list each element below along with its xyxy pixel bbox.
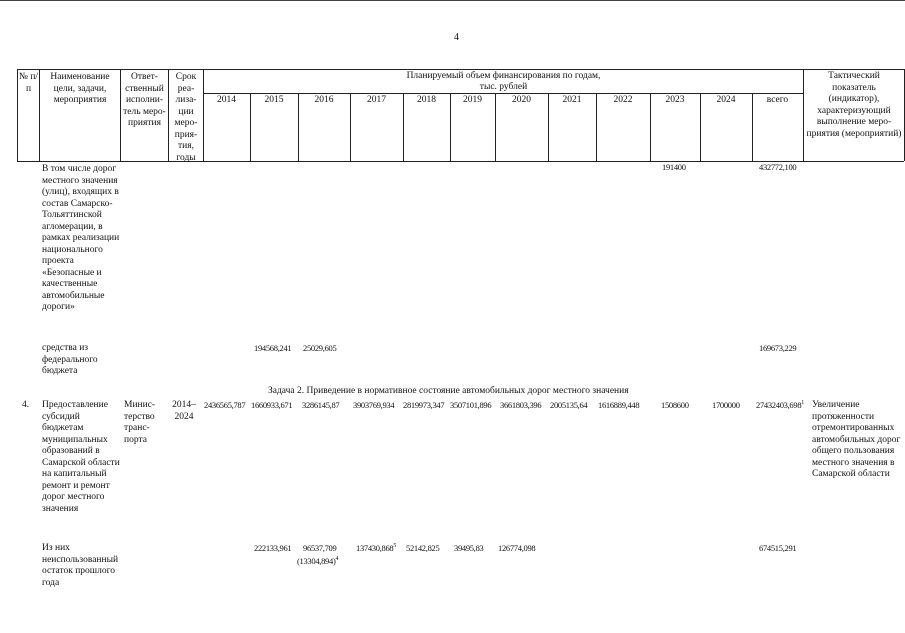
- header-num: № п/п: [18, 72, 39, 94]
- row3-total: 27432403,698$^1$: [756, 399, 804, 410]
- row4-2016-adjustment: $(13304,894)^4$: [297, 555, 339, 566]
- year-2020: 2020: [512, 95, 531, 105]
- row3-2014: 2436565,787: [204, 400, 246, 410]
- row2-name: средства из федерального бюджета: [42, 343, 98, 376]
- top-border: [0, 0, 905, 1]
- page-number: 4: [454, 32, 459, 43]
- row3-2021: 2005135,64: [550, 400, 588, 410]
- header-term: Срок реа-лиза-ции меро-прия-тия, годы: [174, 72, 198, 163]
- row4-2017-footnote: 5: [393, 543, 397, 549]
- row2-total: 169673,229: [759, 343, 797, 353]
- header-name: Наименование цели, задачи, мероприятия: [50, 72, 110, 105]
- row3-2015: 1660933,671: [251, 400, 293, 410]
- row3-name: Предоставление субсидий бюджетам муниципальных образований в Самарской области на капитальный ремонт и ремонт дорог местного значения: [42, 400, 120, 514]
- year-2016: 2016: [314, 95, 334, 105]
- row4-2016: 96537,709: [303, 543, 337, 553]
- header-indicator: Тактический показатель (индикатор), характеризующий выполнение меро-приятия (мероприятий): [806, 71, 902, 139]
- row3-indicator: Увеличение протяженности отремонтированных автомобильных дорог общего пользования местного значения в Самарской области: [812, 400, 901, 479]
- year-2021: 2021: [562, 95, 582, 105]
- year-total: всего: [766, 95, 789, 105]
- row3-2016: 3286145,87: [302, 400, 340, 410]
- year-2014: 2014: [217, 95, 236, 105]
- year-2017: 2017: [367, 95, 386, 105]
- year-2015: 2015: [264, 95, 284, 105]
- year-2024: 2024: [716, 95, 736, 105]
- year-2018: 2018: [417, 95, 436, 105]
- header-funding-unit: тыс. рублей: [479, 82, 528, 92]
- row3-total-footnote: 1: [801, 400, 804, 406]
- header-responsible: Ответ-ственный исполни-тель меро-приятия: [123, 72, 166, 128]
- row3-2017: 3903769,934: [353, 400, 395, 410]
- row4-total: 674515,291: [759, 543, 797, 553]
- row3-term: 2014–2024: [172, 400, 196, 422]
- row1-name: В том числе дорог местного значения (улиц), входящих в состав Самарско-Тольяттинской агломерации, в рамках реализации национального проекта «Безопасные и качественные автомобильные дороги»: [42, 164, 120, 312]
- row1-2023: 191400: [662, 162, 686, 172]
- row4-2018: 52142,825: [406, 543, 440, 553]
- row4-2016-footnote: 4: [335, 556, 339, 562]
- row2-2016: 25029,605: [303, 343, 337, 353]
- row3-2020: 3661803,396: [500, 400, 542, 410]
- row3-num: 4.: [22, 400, 30, 410]
- row3-2018: 2819973,347: [403, 400, 445, 410]
- row4-2020: 126774,098: [498, 543, 536, 553]
- header-funding-title: Планируемый объем финансирования по годам,: [406, 71, 601, 81]
- row4-name: Из них неиспользованный остаток прошлого года: [42, 543, 119, 588]
- row3-2022: 1616889,448: [598, 400, 640, 410]
- row1-total: 432772,100: [759, 162, 797, 172]
- year-2019: 2019: [463, 95, 482, 105]
- year-2023: 2023: [665, 95, 685, 105]
- row4-2019: 39495,83: [454, 543, 484, 553]
- task-2-heading: Задача 2. Приведение в нормативное состояние автомобильных дорог местного значения: [268, 386, 629, 396]
- row3-2019: 3507101,896: [450, 400, 492, 410]
- row3-responsible: Минис-терство транс-порта: [124, 400, 156, 445]
- year-2022: 2022: [613, 95, 633, 105]
- row3-2024: 1700000: [712, 400, 740, 410]
- row3-2023: 1508600: [661, 400, 689, 410]
- row4-2015: 222133,961: [254, 543, 292, 553]
- row2-2015: 194568,241: [254, 343, 292, 353]
- row4-2017: 137430,868$^5$: [356, 542, 397, 553]
